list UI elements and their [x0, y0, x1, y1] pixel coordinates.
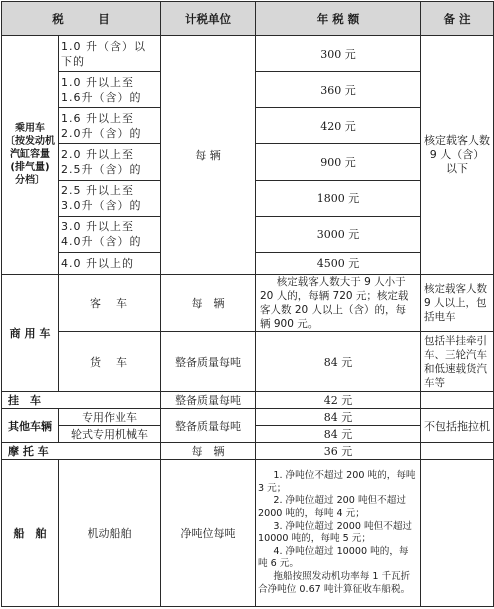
header-unit: 计税单位: [161, 2, 256, 36]
other-category: 其他车辆: [2, 409, 59, 443]
truck-unit: 整备质量每吨: [161, 332, 256, 392]
commercial-category: 商 用 车: [2, 274, 59, 391]
header-tax-item: 税 目: [2, 2, 161, 36]
passenger-remark: 核定载客人数 9 人（含） 以下: [421, 36, 494, 275]
ship-remark: [421, 460, 494, 607]
bus-amount: 核定载客人数大于 9 人小于 20 人的，每辆 720 元；核定载客人数 20 人以上（含）的，每辆 900 元。: [256, 274, 421, 331]
commercial-truck-row: [2, 332, 494, 392]
other-vehicle-label: 专用作业车: [59, 409, 161, 426]
bus-unit: 每 辆: [161, 274, 256, 331]
passenger-tier-amount: 4500 元: [256, 252, 421, 274]
other-remark: 不包括拖拉机: [421, 409, 494, 443]
bus-remark: 核定载客人数 9 人以上，包括电车: [421, 274, 494, 331]
other-vehicle-label: 轮式专用机械车: [59, 426, 161, 443]
ship-label: 机动船舶: [59, 460, 161, 607]
trailer-unit: 整备质量每吨: [161, 392, 256, 409]
header-remark: 备 注: [421, 2, 494, 36]
header-row: [2, 2, 494, 36]
other-vehicle-amount: 84 元: [256, 426, 421, 443]
motorcycle-remark: [421, 443, 494, 460]
passenger-tier-amount: 300 元: [256, 36, 421, 72]
ship-row: [2, 460, 494, 607]
motorcycle-category: 摩 托 车: [2, 443, 161, 460]
trailer-remark: [421, 392, 494, 409]
header-amount: 年 税 额: [256, 2, 421, 36]
ship-amount-item: 3. 净吨位超过 2000 吨但不超过 10000 吨的，每吨 5 元；: [258, 520, 413, 545]
other-vehicle-amount: 84 元: [256, 409, 421, 426]
ship-category: 船 舶: [2, 460, 59, 607]
ship-amount-item: 1. 净吨位不超过 200 吨的，每吨 3 元；: [258, 470, 416, 494]
other-vehicle-row: [2, 409, 494, 426]
ship-amount-item: 2. 净吨位超过 200 吨但不超过 2000 吨的，每吨 4 元；: [258, 495, 406, 519]
other-unit: 整备质量每吨: [161, 409, 256, 443]
passenger-tier-label: 4.0 升以上的: [59, 252, 161, 274]
bus-label: 客 车: [59, 274, 161, 331]
truck-remark: 包括半挂牵引车、三轮汽车和低速载货汽车等: [421, 332, 494, 392]
truck-label: 货 车: [59, 332, 161, 392]
trailer-amount: 42 元: [256, 392, 421, 409]
motorcycle-amount: 36 元: [256, 443, 421, 460]
passenger-unit: 每 辆: [161, 36, 256, 275]
ship-amount-list: [256, 460, 421, 607]
vehicle-vessel-tax-table: [1, 1, 494, 607]
passenger-tier-label: 1.0 升以上至 1.6升（含）的: [59, 72, 161, 108]
trailer-row: [2, 392, 494, 409]
passenger-tier-label: 1.6 升以上至 2.0升（含）的: [59, 108, 161, 144]
passenger-tier-amount: 3000 元: [256, 216, 421, 252]
passenger-tier-amount: 420 元: [256, 108, 421, 144]
ship-unit: 净吨位每吨: [161, 460, 256, 607]
ship-amount-item: 4. 净吨位超过 10000 吨的，每吨 6 元。: [258, 545, 409, 570]
passenger-row: [2, 36, 494, 72]
passenger-category: 乘用车 〔按发动机 汽缸容量 (排气量) 分档〕: [2, 36, 59, 275]
trailer-category: 挂 车: [2, 392, 161, 409]
passenger-tier-label: 3.0 升以上至 4.0升（含）的: [59, 216, 161, 252]
passenger-tier-label: 2.5 升以上至 3.0升（含）的: [59, 180, 161, 216]
passenger-tier-amount: 900 元: [256, 144, 421, 180]
motorcycle-unit: 每 辆: [161, 443, 256, 460]
passenger-tier-label: 2.0 升以上至 2.5升（含）的: [59, 144, 161, 180]
passenger-tier-amount: 360 元: [256, 72, 421, 108]
commercial-bus-row: [2, 274, 494, 331]
passenger-tier-amount: 1800 元: [256, 180, 421, 216]
ship-amount-item: 拖船按照发动机功率每 1 千瓦折合净吨位 0.67 吨计算征收车船税。: [258, 570, 411, 595]
truck-amount: 84 元: [256, 332, 421, 392]
passenger-tier-label: 1.0 升（含）以 下的: [59, 36, 161, 72]
motorcycle-row: [2, 443, 494, 460]
